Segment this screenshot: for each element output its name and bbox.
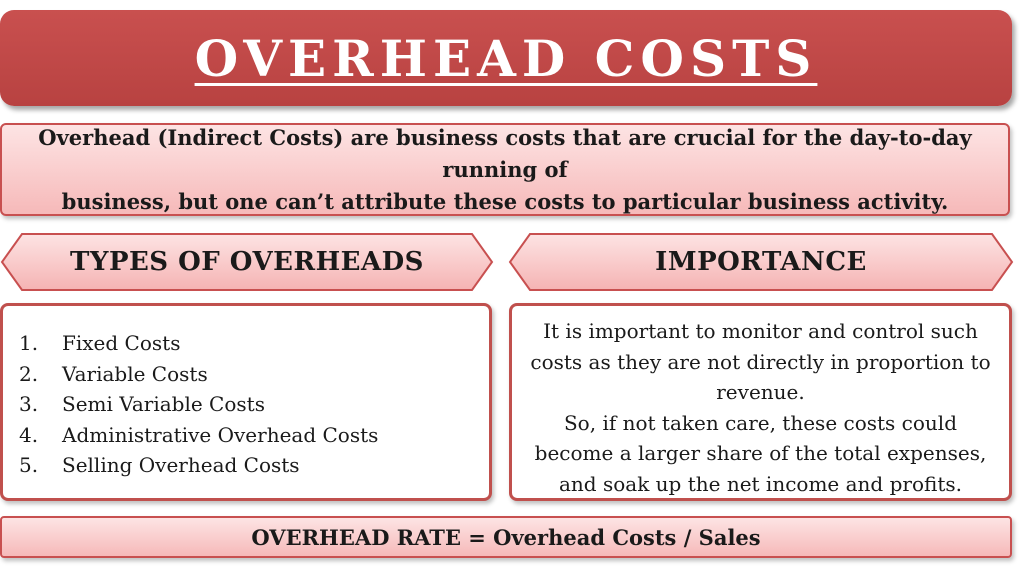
list-item-number: 1. bbox=[19, 331, 39, 355]
types-list-box bbox=[0, 303, 492, 501]
list-item-label: Administrative Overhead Costs bbox=[62, 422, 379, 447]
list-item-label: Variable Costs bbox=[62, 361, 208, 386]
importance-paragraph-2: So, if not taken care, these costs could become a larger share of the total expenses, and soak up the net income and profits. bbox=[534, 410, 987, 496]
title-banner bbox=[0, 10, 1012, 106]
list-item-number: 3. bbox=[19, 392, 39, 416]
definition-text bbox=[2, 122, 1008, 218]
list-item bbox=[19, 328, 489, 359]
importance-box bbox=[509, 303, 1012, 501]
types-list bbox=[3, 306, 489, 481]
list-item-label: Selling Overhead Costs bbox=[62, 453, 300, 477]
importance-text bbox=[512, 306, 1009, 499]
definition-line-1: Overhead (Indirect Costs) are business costs that are crucial for the day-to-day running of bbox=[38, 124, 972, 182]
types-heading-banner bbox=[0, 232, 494, 292]
importance-heading: IMPORTANCE bbox=[655, 247, 867, 277]
list-item-number: 4. bbox=[19, 422, 39, 447]
list-item-number: 5. bbox=[19, 453, 39, 477]
importance-heading-banner bbox=[508, 232, 1014, 292]
list-item-number: 2. bbox=[19, 361, 39, 386]
page-title: OVERHEAD COSTS bbox=[194, 28, 818, 88]
types-heading: TYPES OF OVERHEADS bbox=[70, 247, 424, 277]
list-item bbox=[19, 450, 489, 481]
formula-bar bbox=[0, 516, 1012, 558]
importance-paragraph-1: It is important to monitor and control such costs as they are not directly in proportion to revenue. bbox=[530, 319, 991, 404]
definition-box bbox=[0, 123, 1010, 216]
list-item bbox=[19, 420, 489, 451]
list-item-label: Fixed Costs bbox=[62, 331, 181, 355]
definition-line-2: business, but one can’t attribute these costs to particular business activity. bbox=[61, 188, 949, 214]
list-item bbox=[19, 389, 489, 420]
overhead-rate-formula: OVERHEAD RATE = Overhead Costs / Sales bbox=[251, 524, 761, 550]
list-item-label: Semi Variable Costs bbox=[62, 392, 265, 416]
list-item bbox=[19, 359, 489, 390]
